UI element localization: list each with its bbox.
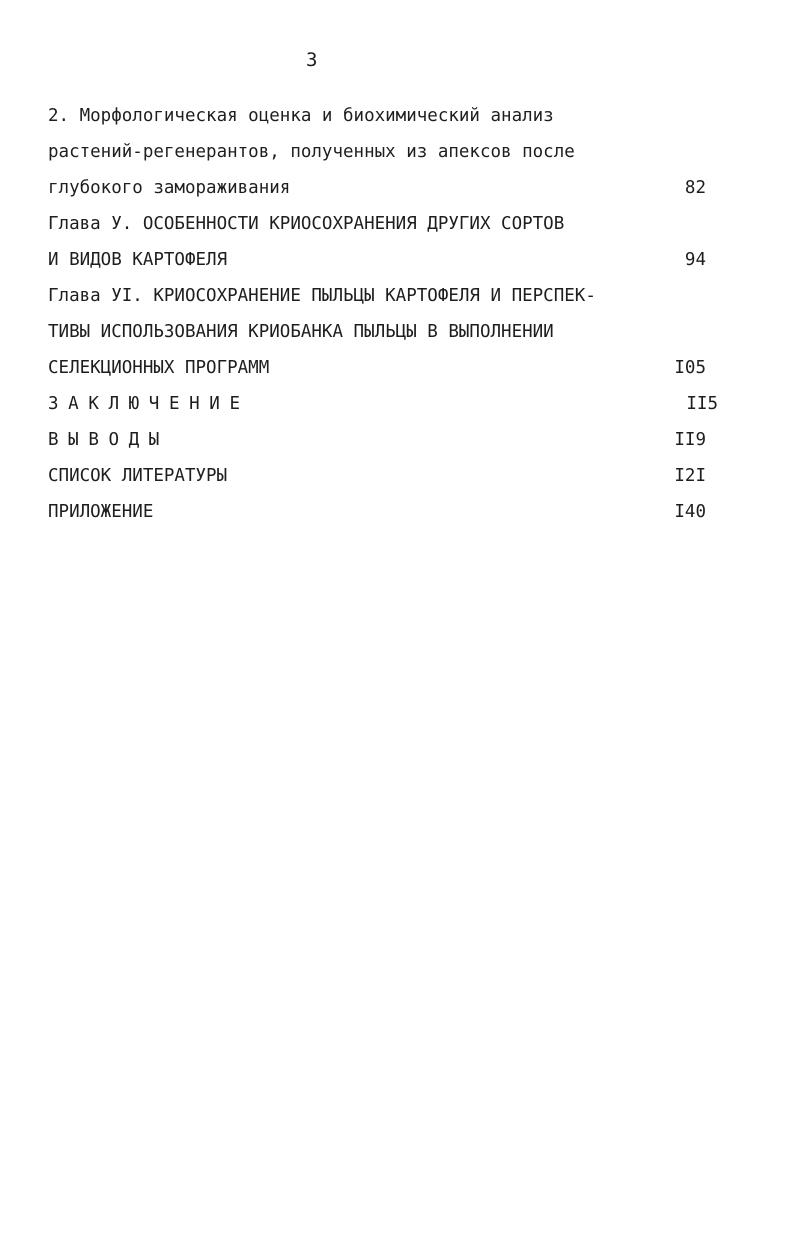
toc-line <box>48 391 720 427</box>
toc-entry-text: ЗАКЛЮЧЕНИЕ <box>48 394 250 414</box>
toc-line <box>48 463 720 499</box>
table-of-contents <box>48 103 720 535</box>
toc-line <box>48 355 720 391</box>
toc-page-number: II5 <box>686 394 718 414</box>
toc-line <box>48 319 720 355</box>
toc-page-number: 82 <box>684 178 706 198</box>
toc-line <box>48 427 720 463</box>
toc-line <box>48 247 720 283</box>
toc-line <box>48 283 720 319</box>
toc-page-number: I40 <box>674 502 706 522</box>
toc-entry-text: ВЫВОДЫ <box>48 430 169 450</box>
toc-line <box>48 499 720 535</box>
toc-entry-text: Глава У. ОСОБЕННОСТИ КРИОСОХРАНЕНИЯ ДРУГИХ СОРТОВ <box>48 214 565 234</box>
toc-line <box>48 211 720 247</box>
toc-entry-text: ПРИЛОЖЕНИЕ <box>48 502 154 522</box>
toc-line <box>48 103 720 139</box>
toc-entry-text: глубокого замораживания <box>48 178 291 198</box>
toc-page-number: II9 <box>674 430 706 450</box>
toc-entry-text: Глава УI. КРИОСОХРАНЕНИЕ ПЫЛЬЦЫ КАРТОФЕЛЯ И ПЕРСПЕК- <box>48 286 596 306</box>
toc-page-number: I05 <box>674 358 706 378</box>
toc-entry-text: 2. Морфологическая оценка и биохимический анализ <box>48 106 554 126</box>
toc-entry-text: СЕЛЕКЦИОННЫХ ПРОГРАММ <box>48 358 270 378</box>
toc-entry-text: растений-регенерантов, полученных из апексов после <box>48 142 575 162</box>
toc-entry-text: ТИВЫ ИСПОЛЬЗОВАНИЯ КРИОБАНКА ПЫЛЬЦЫ В ВЫПОЛНЕНИИ <box>48 322 554 342</box>
toc-page-number: I2I <box>674 466 706 486</box>
toc-page-number: 94 <box>684 250 706 270</box>
toc-line <box>48 175 720 211</box>
toc-entry-text: СПИСОК ЛИТЕРАТУРЫ <box>48 466 228 486</box>
page-number: 3 <box>306 49 318 71</box>
toc-line <box>48 139 720 175</box>
toc-entry-text: И ВИДОВ КАРТОФЕЛЯ <box>48 250 228 270</box>
